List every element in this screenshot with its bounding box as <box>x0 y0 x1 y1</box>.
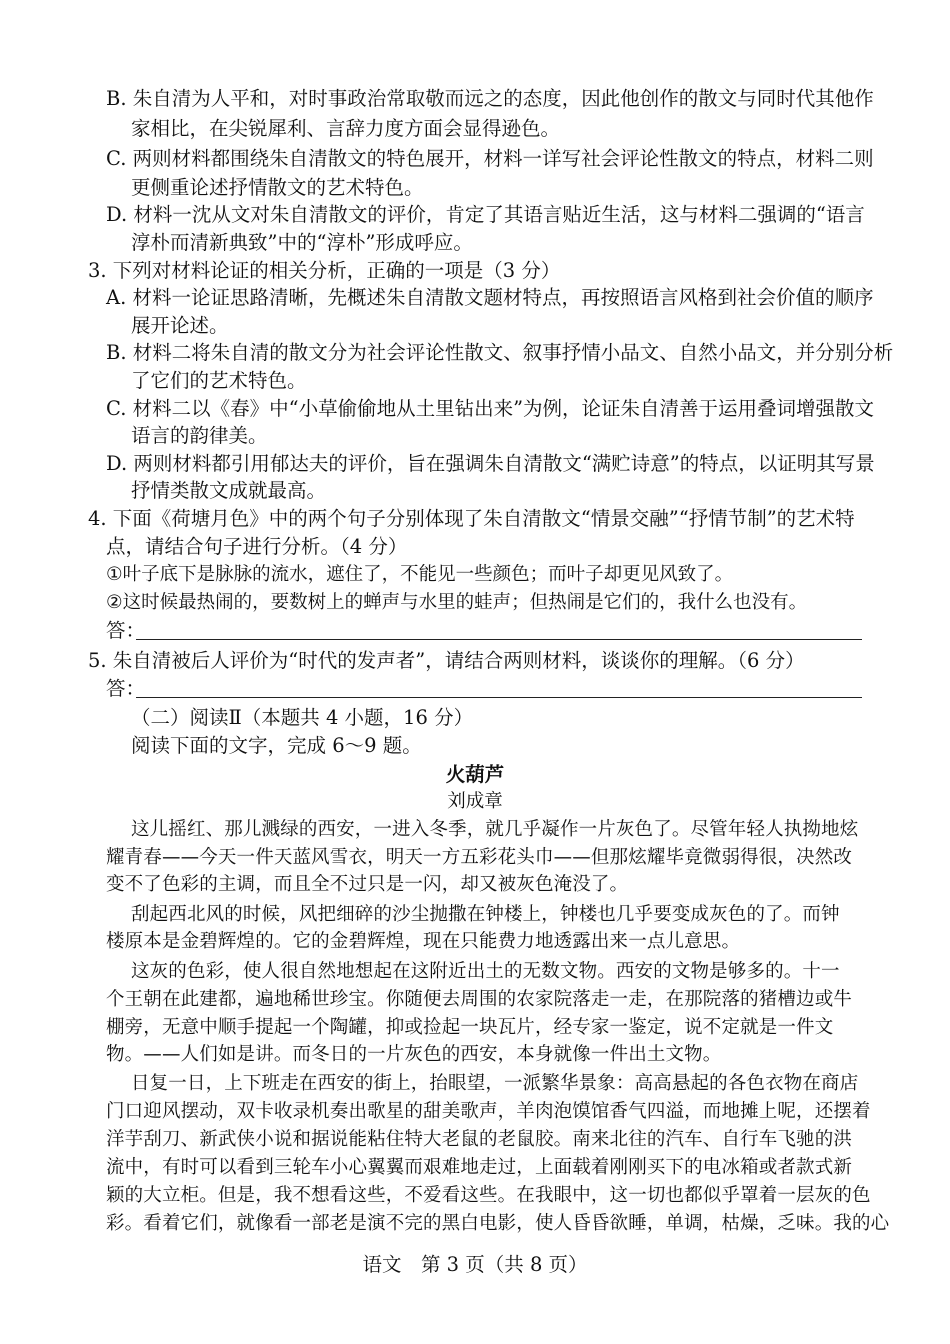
article-line: 棚旁，无意中顺手提起一个陶罐，抑或捡起一块瓦片，经专家一鉴定，说不定就是一件文 <box>106 1017 834 1038</box>
article-title: 火葫芦 <box>445 763 505 786</box>
article-line: 流中，有时可以看到三轮车小心翼翼而艰难地走过，上面载着刚刚买下的电冰箱或者款式新 <box>106 1157 853 1178</box>
article-line: 变不了色彩的主调，而且全不过只是一闪，却又被灰色淹没了。 <box>106 874 629 895</box>
q3-stem: 3. 下列对材料论证的相关分析，正确的一项是（3 分） <box>88 259 561 282</box>
q3-option-a-cont: 展开论述。 <box>131 314 229 337</box>
section-instruction: 阅读下面的文字，完成 6～9 题。 <box>131 734 422 757</box>
q3-option-b: B. 材料二将朱自清的散文分为社会评论性散文、叙事抒情小品文、自然小品文，并分别分析 <box>106 341 894 364</box>
article-line: 洋芋刮刀、新武侠小说和据说能粘住特大老鼠的老鼠胶。南来北往的汽车、自行车飞驰的洪 <box>106 1129 853 1150</box>
q4-sentence-1: ①叶子底下是脉脉的流水，遮住了，不能见一些颜色；而叶子却更见风致了。 <box>106 564 734 585</box>
article-line: 个王朝在此建都，遍地稀世珍宝。你随便去周围的农家院落走一走，在那院落的猪槽边或牛 <box>106 989 853 1010</box>
article-line: 彩。看着它们，就像看一部老是演不完的黑白电影，使人昏昏欲睡，单调，枯燥，乏味。我的心 <box>106 1213 890 1234</box>
article-line: 日复一日，上下班走在西安的街上，抬眼望，一派繁华景象：高高悬起的各色衣物在商店 <box>131 1073 859 1094</box>
q4-answer-line[interactable] <box>136 639 862 640</box>
article-line: 这灰的色彩，使人很自然地想起在这附近出土的无数文物。西安的文物是够多的。十一 <box>131 961 840 982</box>
page-footer: 语文 第 3 页（共 8 页） <box>362 1253 588 1276</box>
article-line: 门口迎风摆动，双卡收录机奏出歌星的甜美歌声，羊肉泡馍馆香气四溢，而地摊上呢，还摆着 <box>106 1101 871 1122</box>
article-line: 耀青春——今天一件天蓝风雪衣，明天一方五彩花头巾——但那炫耀毕竟微弱得很，决然改 <box>106 847 853 868</box>
q4-answer-field[interactable] <box>106 618 862 644</box>
q2-option-c: C. 两则材料都围绕朱自清散文的特色展开，材料一详写社会评论性散文的特点，材料二则 <box>106 147 874 170</box>
q3-option-c-cont: 语言的韵律美。 <box>131 424 268 447</box>
q4-stem-cont: 点，请结合句子进行分析。（4 分） <box>106 535 408 558</box>
q2-option-c-cont: 更侧重论述抒情散文的艺术特色。 <box>131 176 424 199</box>
q3-option-d: D. 两则材料都引用郁达夫的评价，旨在强调朱自清散文“满贮诗意”的特点，以证明其写景 <box>106 452 875 475</box>
article-author: 刘成章 <box>447 791 503 812</box>
q4-stem: 4. 下面《荷塘月色》中的两个句子分别体现了朱自清散文“情景交融”“抒情节制”的艺术特 <box>88 507 855 530</box>
q2-option-b: B. 朱自清为人平和，对时事政治常取敬而远之的态度，因此他创作的散文与同时代其他作 <box>106 87 874 110</box>
article-line: 刮起西北风的时候，风把细碎的沙尘抛撒在钟楼上，钟楼也几乎要变成灰色的了。而钟 <box>131 904 840 925</box>
q5-answer-line[interactable] <box>136 697 862 698</box>
q2-option-b-cont: 家相比，在尖锐犀利、言辞力度方面会显得逊色。 <box>131 117 561 140</box>
q5-stem: 5. 朱自清被后人评价为“时代的发声者”，请结合两则材料，谈谈你的理解。（6 分） <box>88 649 805 672</box>
article-line: 楼原本是金碧辉煌的。它的金碧辉煌，现在只能费力地透露出来一点儿意思。 <box>106 931 741 952</box>
section-heading: （二）阅读Ⅱ（本题共 4 小题，16 分） <box>131 706 474 729</box>
q3-option-a: A. 材料一论证思路清晰，先概述朱自清散文题材特点，再按照语言风格到社会价值的顺序 <box>106 286 874 309</box>
article-line: 物。——人们如是讲。而冬日的一片灰色的西安，本身就像一件出土文物。 <box>106 1044 722 1065</box>
q5-answer-field[interactable] <box>106 676 862 702</box>
q5-answer-label: 答： <box>106 677 146 700</box>
q3-option-c: C. 材料二以《春》中“小草偷偷地从土里钻出来”为例，论证朱自清善于运用叠词增强散文 <box>106 397 875 420</box>
article-line: 这儿摇红、那儿溅绿的西安，一进入冬季，就几乎凝作一片灰色了。尽管年轻人执拗地炫 <box>131 819 859 840</box>
q4-sentence-2: ②这时候最热闹的，要数树上的蝉声与水里的蛙声；但热闹是它们的，我什么也没有。 <box>106 592 808 613</box>
q3-option-d-cont: 抒情类散文成就最高。 <box>131 479 327 502</box>
q2-option-d: D. 材料一沈从文对朱自清散文的评价，肯定了其语言贴近生活，这与材料二强调的“语言 <box>106 203 865 226</box>
q2-option-d-cont: 淳朴而清新典致”中的“淳朴”形成呼应。 <box>131 231 473 254</box>
article-line: 颖的大立柜。但是，我不想看这些，不爱看这些。在我眼中，这一切也都似乎罩着一层灰的色 <box>106 1185 871 1206</box>
q3-option-b-cont: 了它们的艺术特色。 <box>131 369 307 392</box>
q4-answer-label: 答： <box>106 619 146 642</box>
